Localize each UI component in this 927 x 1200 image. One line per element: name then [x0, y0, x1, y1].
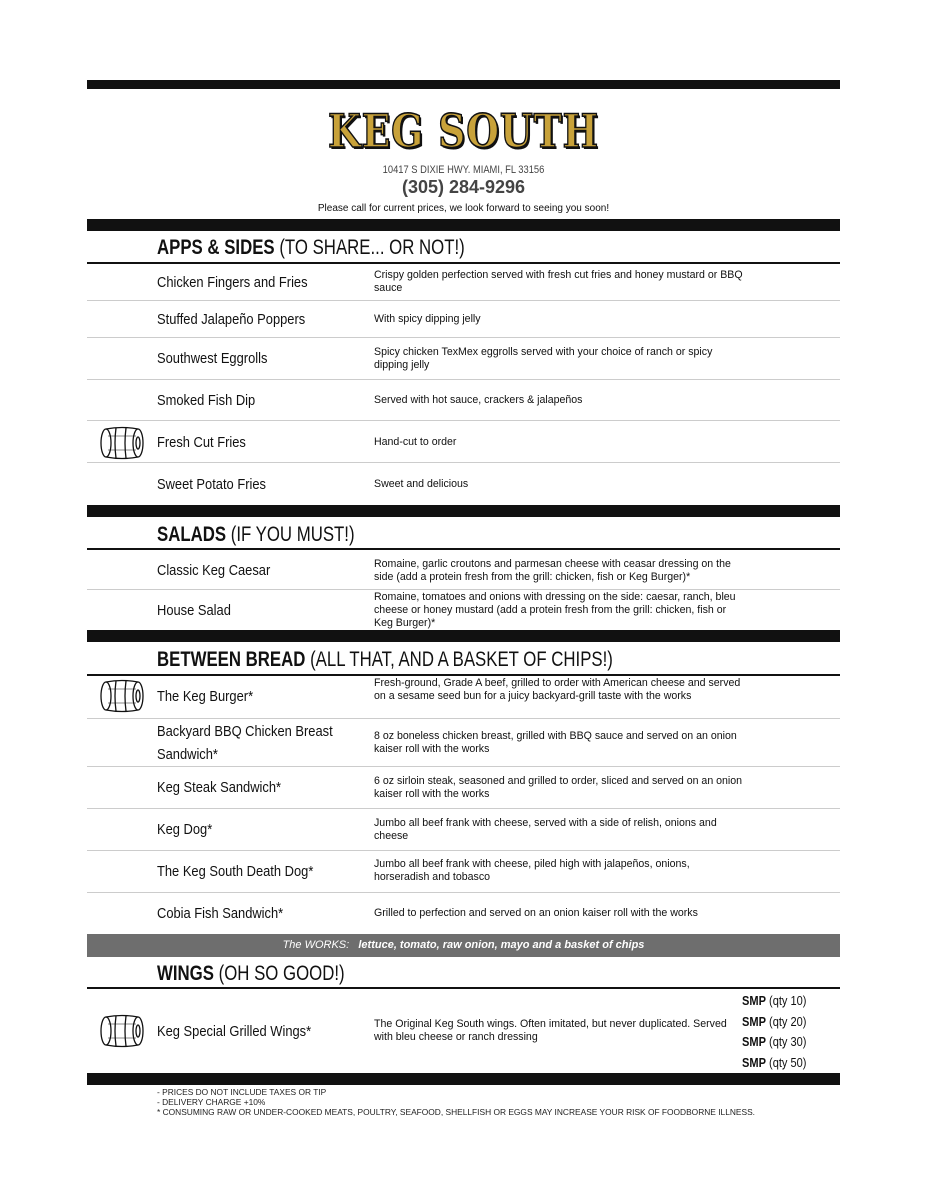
menu-item-name: Chicken Fingers and Fries	[157, 274, 308, 291]
menu-item-name: Keg Dog*	[157, 821, 213, 838]
the-works-banner: The WORKS: lettuce, tomato, raw onion, mayo and a basket of chips	[87, 934, 840, 957]
menu-item-desc: Hand-cut to order	[374, 436, 457, 448]
footer-note: - PRICES DO NOT INCLUDE TAXES OR TIP	[157, 1087, 327, 1097]
divider	[87, 808, 840, 809]
price-qty-30: SMP (qty 30)	[742, 1034, 807, 1049]
menu-item-desc: Crispy golden perfection served with fresh cut fries and honey mustard or BBQ sauce	[374, 269, 743, 294]
divider	[87, 337, 840, 338]
section-rule	[87, 219, 840, 231]
section-title-salads: SALADS (IF YOU MUST!)	[157, 523, 355, 546]
menu-item-name: Southwest Eggrolls	[157, 350, 268, 367]
keg-barrel-icon	[98, 679, 146, 713]
divider	[87, 548, 840, 550]
section-rule	[87, 1073, 840, 1085]
divider	[87, 379, 840, 380]
price-qty-50: SMP (qty 50)	[742, 1055, 807, 1070]
divider	[87, 718, 840, 719]
price-qty-10: SMP (qty 10)	[742, 993, 807, 1008]
divider	[87, 420, 840, 421]
footer-note: - DELIVERY CHARGE +10%	[157, 1097, 266, 1107]
top-rule	[87, 80, 840, 89]
menu-item-desc: Romaine, tomatoes and onions with dressing on the side: caesar, ranch, bleu cheese or honey mustard (add a protein fresh from the grill: chicken, fish or Keg Burger)*	[374, 591, 736, 629]
menu-item-name: House Salad	[157, 602, 231, 619]
section-title-wings: WINGS (OH SO GOOD!)	[157, 962, 345, 985]
divider	[87, 262, 840, 264]
menu-item-desc: Spicy chicken TexMex eggrolls served with your choice of ranch or spicy dipping jelly	[374, 346, 713, 371]
keg-barrel-icon	[98, 1014, 146, 1048]
menu-item-name: Sweet Potato Fries	[157, 476, 266, 493]
menu-item-desc: Romaine, garlic croutons and parmesan cheese with ceasar dressing on the side (add a protein fresh from the grill: chicken, fish or Keg Burger)*	[374, 558, 731, 583]
menu-item-name: Smoked Fish Dip	[157, 392, 256, 409]
section-title-bread: BETWEEN BREAD (ALL THAT, AND A BASKET OF CHIPS!)	[157, 648, 613, 671]
divider	[87, 300, 840, 301]
brand-logo: KEG SOUTH	[328, 104, 599, 158]
address: 10417 S DIXIE HWY. MIAMI, FL 33156	[382, 164, 545, 176]
section-rule	[87, 630, 840, 642]
section-rule	[87, 505, 840, 517]
menu-item-desc: Jumbo all beef frank with cheese, piled high with jalapeños, onions, horseradish and tobasco	[374, 858, 690, 883]
divider	[87, 462, 840, 463]
menu-item-name: Backyard BBQ Chicken Breast	[157, 723, 333, 740]
divider	[87, 674, 840, 676]
header-note: Please call for current prices, we look forward to seeing you soon!	[317, 203, 610, 214]
menu-item-name: Keg Special Grilled Wings*	[157, 1023, 312, 1040]
divider	[87, 850, 840, 851]
keg-barrel-icon	[98, 426, 146, 460]
menu-item-name: Keg Steak Sandwich*	[157, 779, 282, 796]
menu-item-name-cont: Sandwich*	[157, 746, 218, 763]
footer-note: * CONSUMING RAW OR UNDER-COOKED MEATS, POULTRY, SEAFOOD, SHELLFISH OR EGGS MAY INCREASE YOUR RISK OF FOODBORNE ILLNESS.	[157, 1107, 755, 1117]
menu-item-name: Fresh Cut Fries	[157, 434, 246, 451]
menu-item-name: Cobia Fish Sandwich*	[157, 905, 284, 922]
footer-notes	[157, 1087, 755, 1117]
menu-item-desc: Sweet and delicious	[374, 478, 469, 490]
menu-item-desc: Served with hot sauce, crackers & jalapeños	[374, 394, 583, 406]
price-qty-20: SMP (qty 20)	[742, 1014, 807, 1029]
section-title-apps: APPS & SIDES (TO SHARE... OR NOT!)	[157, 236, 465, 259]
menu-item-desc: Fresh-ground, Grade A beef, grilled to order with American cheese and served on a sesame seed bun for a juicy backyard-grill taste with the works	[374, 677, 741, 702]
phone-number[interactable]: (305) 284-9296	[401, 177, 526, 197]
menu-item-desc: 6 oz sirloin steak, seasoned and grilled to order, sliced and served on an onion kaiser roll with the works	[374, 775, 743, 800]
menu-item-desc: Jumbo all beef frank with cheese, served with a side of relish, onions and cheese	[374, 817, 717, 842]
menu-item-desc: 8 oz boneless chicken breast, grilled with BBQ sauce and served on an onion kaiser roll with the works	[374, 730, 737, 755]
divider	[87, 766, 840, 767]
menu-item-name: The Keg Burger*	[157, 688, 254, 705]
divider	[87, 987, 840, 989]
divider	[87, 892, 840, 893]
divider	[87, 589, 840, 590]
menu-item-name: The Keg South Death Dog*	[157, 863, 314, 880]
menu-item-name: Classic Keg Caesar	[157, 562, 271, 579]
menu-item-desc: With spicy dipping jelly	[374, 313, 481, 325]
menu-item-desc: The Original Keg South wings. Often imitated, but never duplicated. Served with bleu cheese or ranch dressing	[374, 1018, 727, 1043]
menu-item-name: Stuffed Jalapeño Poppers	[157, 311, 306, 328]
menu-item-desc: Grilled to perfection and served on an onion kaiser roll with the works	[374, 907, 698, 919]
